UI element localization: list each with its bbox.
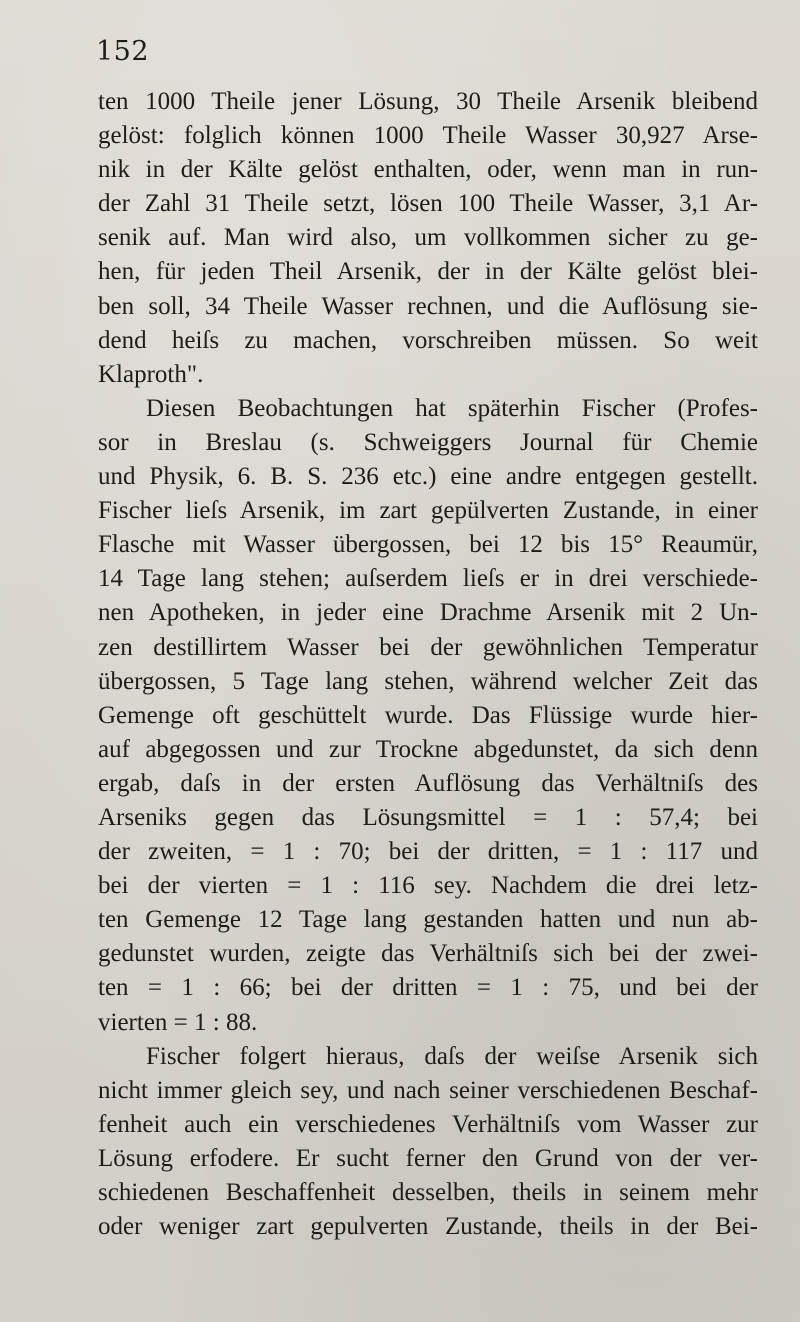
- text-line: oder weniger zart gepulverten Zustande, theils in der Bei-: [98, 1213, 758, 1241]
- text-line: schiedenen Beschaffenheit desselben, theils in seinem mehr: [98, 1179, 758, 1206]
- text-line: ten = 1 : 66; bei der dritten = 1 : 75, und bei der: [98, 974, 758, 1002]
- text-line: nen Apotheken, in jeder eine Drachme Arsenik mit 2 Un-: [98, 599, 758, 627]
- text-line: gedunstet wurden, zeigte das Verhältniſs sich bei der zwei-: [98, 940, 758, 968]
- text-line: nicht immer gleich sey, und nach seiner verschiedenen Beschaf-: [98, 1076, 758, 1104]
- text-line: hen, für jeden Theil Arsenik, der in der Kälte gelöst blei-: [98, 258, 758, 286]
- text-line: Klaproth".: [98, 360, 204, 388]
- text-line: bei der vierten = 1 : 116 sey. Nachdem die drei letz-: [98, 872, 758, 900]
- text-line: und Physik, 6. B. S. 236 etc.) eine andre entgegen gestellt.: [98, 463, 758, 491]
- body-text: [98, 85, 758, 1244]
- text-line: Diesen Beobachtungen hat späterhin Fischer (Profes-: [146, 394, 758, 422]
- text-line: Lösung erfodere. Er sucht ferner den Grund von der ver-: [98, 1144, 758, 1172]
- text-line: der Zahl 31 Theile setzt, lösen 100 Theile Wasser, 3,1 Ar-: [98, 190, 758, 218]
- text-line: senik auf. Man wird also, um vollkommen sicher zu ge-: [98, 224, 758, 252]
- text-line: sor in Breslau (s. Schweiggers Journal für Chemie: [98, 428, 758, 456]
- text-line: ben soll, 34 Theile Wasser rechnen, und die Auflösung sie-: [98, 292, 758, 320]
- page-number: 152: [96, 36, 150, 67]
- text-line: auf abgegossen und zur Trockne abgedunstet, da sich denn: [98, 735, 758, 763]
- text-line: ten 1000 Theile jener Lösung, 30 Theile Arsenik bleibend: [98, 88, 758, 115]
- text-line: Fischer lieſs Arsenik, im zart gepülverten Zustande, in einer: [98, 497, 758, 525]
- text-line: nik in der Kälte gelöst enthalten, oder, wenn man in run-: [98, 156, 758, 184]
- text-line: der zweiten, = 1 : 70; bei der dritten, = 1 : 117 und: [98, 838, 758, 866]
- text-line: Gemenge oft geschüttelt wurde. Das Flüssige wurde hier-: [98, 701, 758, 729]
- text-line: zen destillirtem Wasser bei der gewöhnlichen Temperatur: [98, 633, 758, 661]
- text-line: 14 Tage lang stehen; auſserdem lieſs er in drei verschiede-: [98, 565, 758, 593]
- text-line: gelöst: folglich können 1000 Theile Wasser 30,927 Arse-: [98, 122, 758, 150]
- text-line: dend heiſs zu machen, vorschreiben müssen. So weit: [98, 326, 758, 354]
- text-line: ergab, daſs in der ersten Auflösung das Verhältniſs des: [98, 769, 758, 797]
- text-line: übergossen, 5 Tage lang stehen, während welcher Zeit das: [98, 667, 758, 695]
- text-line: Fischer folgert hieraus, daſs der weiſse Arsenik sich: [146, 1042, 758, 1070]
- text-line: ten Gemenge 12 Tage lang gestanden hatten und nun ab-: [98, 906, 758, 934]
- text-line: Arseniks gegen das Lösungsmittel = 1 : 57,4; bei: [98, 803, 758, 831]
- text-line: fenheit auch ein verschiedenes Verhältniſs vom Wasser zur: [98, 1110, 758, 1138]
- text-line: vierten = 1 : 88.: [98, 1008, 258, 1036]
- text-line: Flasche mit Wasser übergossen, bei 12 bis 15° Reaumür,: [98, 531, 758, 559]
